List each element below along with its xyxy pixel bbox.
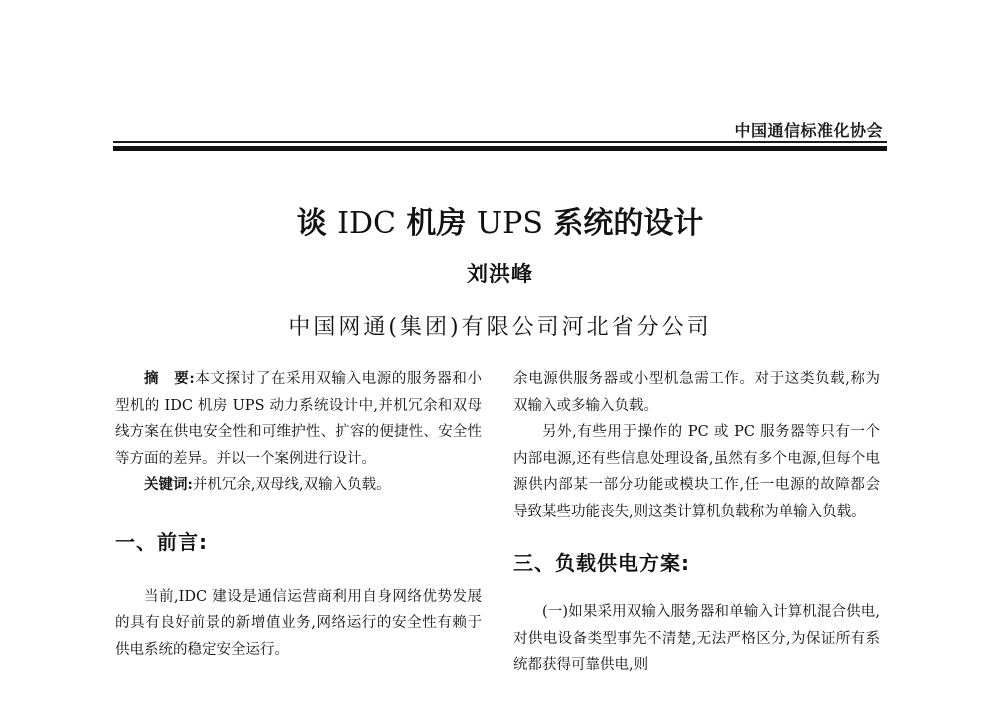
header-rule-thick [113,146,887,151]
header-rule-thin [113,141,887,143]
keywords-label: 关键词: [144,476,193,493]
journal-header-organization: 中国通信标准化协会 [734,121,883,140]
abstract-block [115,366,482,499]
left-column [115,366,482,663]
keywords-paragraph [115,472,482,499]
title-part2: 机房 [395,206,477,241]
section3-heading: 三、负载供电方案: [513,551,690,575]
section1-body [115,584,482,664]
section3-body [513,599,880,679]
right-column-body [513,366,880,525]
author-name: 刘洪峰 [467,262,533,286]
right-paragraph2: 另外,有些用于操作的 PC 或 PC 服务器等只有一个内部电源,还有些信息处理设备,虽然有多个电源,但每个电源供内部某一部分功能或模块工作,任一电源的故障都会导致某些功能丧失,则这类计算机负载称为单输入负载。 [513,424,880,520]
abstract-text: 本文探讨了在采用双输入电源的服务器和小型机的 IDC 机房 UPS 动力系统设计中,并机冗余和双母线方案在供电安全性和可维护性、扩容的便捷性、安全性等方面的差异。并以一个案例进行设计。 [115,371,482,467]
abstract-paragraph [115,366,482,472]
title-idc: IDC [337,206,396,241]
section1-heading: 一、前言: [115,529,208,554]
continued-paragraph: 余电源供服务器或小型机急需工作。对于这类负载,称为双输入或多输入负载。 [513,371,880,414]
title-part1: 谈 [296,206,338,241]
right-column [513,366,880,679]
title-ups: UPS [476,206,543,241]
abstract-label: 摘 要: [144,370,195,387]
paper-title [0,198,1000,242]
title-part3: 系统的设计 [542,206,704,241]
section1-paragraph1: 当前,IDC 建设是通信运营商利用自身网络优势发展的具有良好前景的新增值业务,网络运行的安全性有赖于供电系统的稳定安全运行。 [115,588,482,658]
author-affiliation: 中国网通(集团)有限公司河北省分公司 [288,315,712,340]
keywords-text: 并机冗余,双母线,双输入负载。 [192,477,391,493]
section3-paragraph1: (一)如果采用双输入服务器和单输入计算机混合供电,对供电设备类型事先不清楚,无法严格区分,为保证所有系统都获得可靠供电,则 [513,604,880,673]
